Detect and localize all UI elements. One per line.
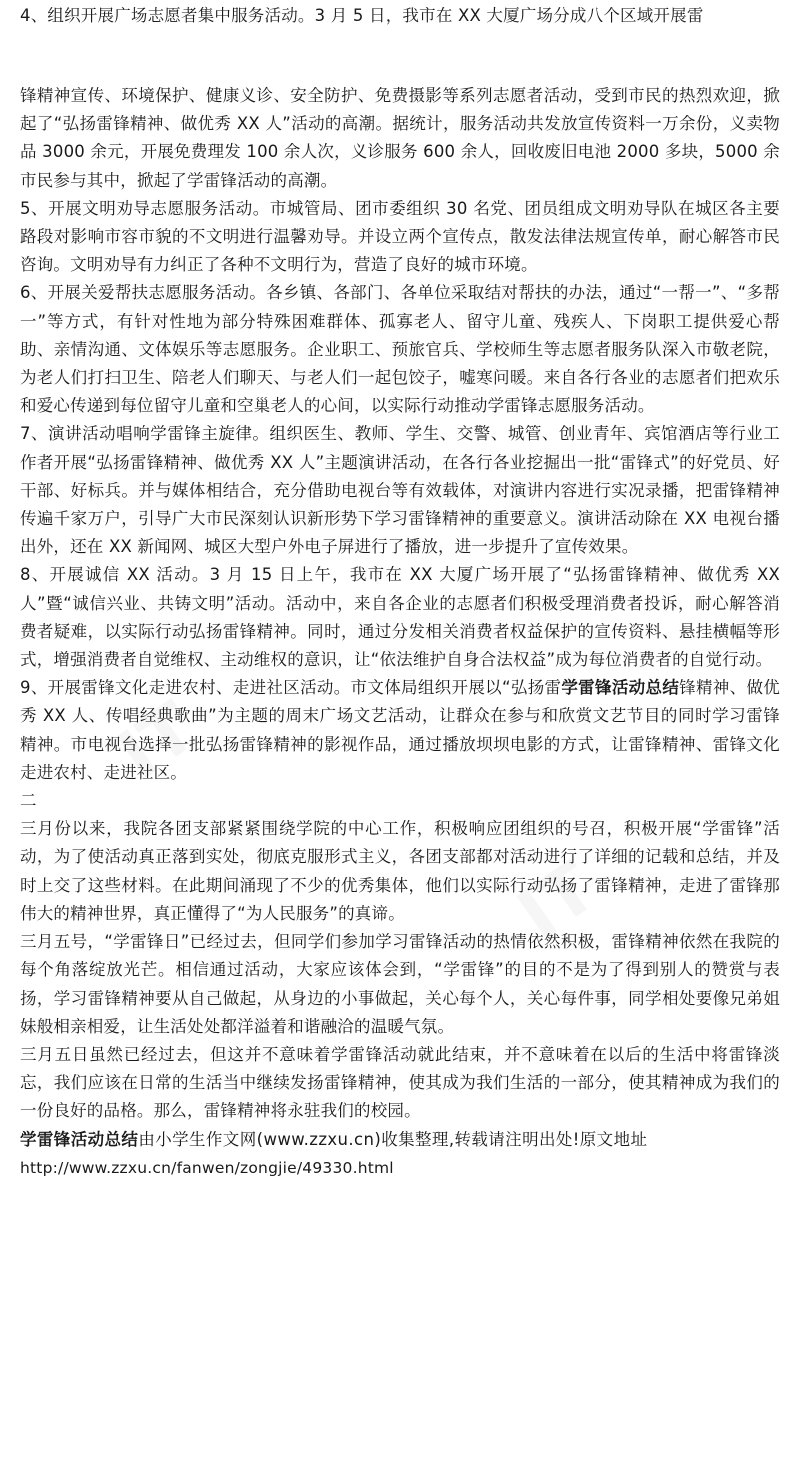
- section2-paragraph-2: 三月五号，“学雷锋日”已经过去，但同学们参加学习雷锋活动的热情依然积极，雷锋精神依然在我院的每个角落绽放光芒。相信通过活动，大家应该体会到，“学雷锋”的目的不是为了得到别人的赞赏与表扬，学习雷锋精神要从自己做起，从身边的小事做起，关心每个人，关心每件事，同学相处要像兄弟姐妹般相亲相爱，让生活处处都洋溢着和谐融洽的温暖气氛。: [20, 932, 780, 1036]
- source-note: [20, 1126, 780, 1154]
- source-note-title: 学雷锋活动总结: [20, 1129, 139, 1149]
- section-heading-2: 二: [20, 791, 37, 811]
- paragraph-8: 8、开展诚信 XX 活动。3 月 15 日上午，我市在 XX 大厦广场开展了“弘扬雷锋精神、做优秀 XX 人”暨“诚信兴业、共铸文明”活动。活动中，来自各企业的志愿者们积极受理消费者投诉，耐心解答消费者疑难，以实际行动弘扬雷锋精神。同时，通过分发相关消费者权益保护的宣传资料、悬挂横幅等形式，增强消费者自觉维权、主动维权的意识，让“依法维护自身合法权益”成为每位消费者的自觉行动。: [20, 565, 780, 670]
- section2-paragraph-3: 三月五日虽然已经过去，但这并不意味着学雷锋活动就此结束，并不意味着在以后的生活中将雷锋淡忘，我们应该在日常的生活当中继续发扬雷锋精神，使其成为我们生活的一部分，使其精神成为我们的一份良好的品格。那么，雷锋精神将永驻我们的校园。: [20, 1044, 780, 1121]
- document-body: [20, 82, 780, 1182]
- source-note-text: 由小学生作文网(www.zzxu.cn)收集整理,转载请注明出处!原文地址: [138, 1129, 648, 1149]
- paragraph-9: [20, 674, 780, 787]
- section2-paragraph-1: 三月份以来，我院各团支部紧紧围绕学院的中心工作，积极响应团组织的号召，积极开展“学雷锋”活动，为了使活动真正落到实处，彻底克服形式主义，各团支部都对活动进行了详细的记载和总结，并及时上交了这些材料。在此期间涌现了不少的优秀集体，他们以实际行动弘扬了雷锋精神，走进了雷锋那伟大的精神世界，真正懂得了“为人民服务”的真谛。: [20, 819, 780, 923]
- paragraph-5: 5、开展文明劝导志愿服务活动。市城管局、团市委组织 30 名党、团员组成文明劝导队在城区各主要路段对影响市容市貌的不文明进行温馨劝导。并设立两个宣传点，散发法律法规宣传单，耐心解答市民咨询。文明劝导有力纠正了各种不文明行为，营造了良好的城市环境。: [20, 198, 780, 275]
- paragraph-6: 6、开展关爱帮扶志愿服务活动。各乡镇、各部门、各单位采取结对帮扶的办法，通过“一帮一”、“多帮一”等方式，有针对性地为部分特殊困难群体、孤寡老人、留守儿童、残疾人、下岗职工提供爱心帮助、亲情沟通、文体娱乐等志愿服务。企业职工、预旅官兵、学校师生等志愿者服务队深入市敬老院，为老人们打扫卫生、陪老人们聊天、与老人们一起包饺子，嘘寒问暖。来自各行各业的志愿者们把欢乐和爱心传递到每位留守儿童和空巢老人的心间，以实际行动推动学雷锋志愿服务活动。: [20, 283, 780, 416]
- paragraph-9-text-b: 锋精神、做优秀 XX 人、传唱经典歌曲”为主题的周末广场文艺活动，让群众在参与和欣赏文艺节目的同时学习雷锋精神。市电视台选择一批弘扬雷锋精神的影视作品，通过播放坝坝电影的方式，让雷锋精神、雷锋文化走进农村、走进社区。: [20, 678, 780, 782]
- paragraph-9-bold-title: 学雷锋活动总结: [561, 678, 680, 698]
- paragraph-7: 7、演讲活动唱响学雷锋主旋律。组织医生、教师、学生、交警、城管、创业青年、宾馆酒店等行业工作者开展“弘扬雷锋精神、做优秀 XX 人”主题演讲活动，在各行各业挖掘出一批“雷锋式”的好党员、好干部、好标兵。并与媒体相结合，充分借助电视台等有效载体，对演讲内容进行实况录播，把雷锋精神传遍千家万户，引导广大市民深刻认识新形势下学习雷锋精神的重要意义。演讲活动除在 XX 电视台播出外，还在 XX 新闻网、城区大型户外电子屏进行了播放，进一步提升了宣传效果。: [20, 424, 780, 557]
- paragraph-4-continued: 锋精神宣传、环境保护、健康义诊、安全防护、免费摄影等系列志愿者活动，受到市民的热烈欢迎，掀起了“弘扬雷锋精神、做优秀 XX 人”活动的高潮。据统计，服务活动共发放宣传资料一万余份，义卖物品 3000 余元，开展免费理发 100 余人次，义诊服务 600 余人，回收废旧电池 2000 多块，5000 余市民参与其中，掀起了学雷锋活动的高潮。: [20, 86, 780, 190]
- paragraph-4-start: 4、组织开展广场志愿者集中服务活动。3 月 5 日，我市在 XX 大厦广场分成八个区域开展雷: [20, 6, 704, 25]
- source-url[interactable]: http://www.zzxu.cn/fanwen/zongjie/49330.html: [20, 1158, 394, 1177]
- paragraph-9-text-a: 9、开展雷锋文化走进农村、走进社区活动。市文体局组织开展以“弘扬雷: [20, 678, 562, 698]
